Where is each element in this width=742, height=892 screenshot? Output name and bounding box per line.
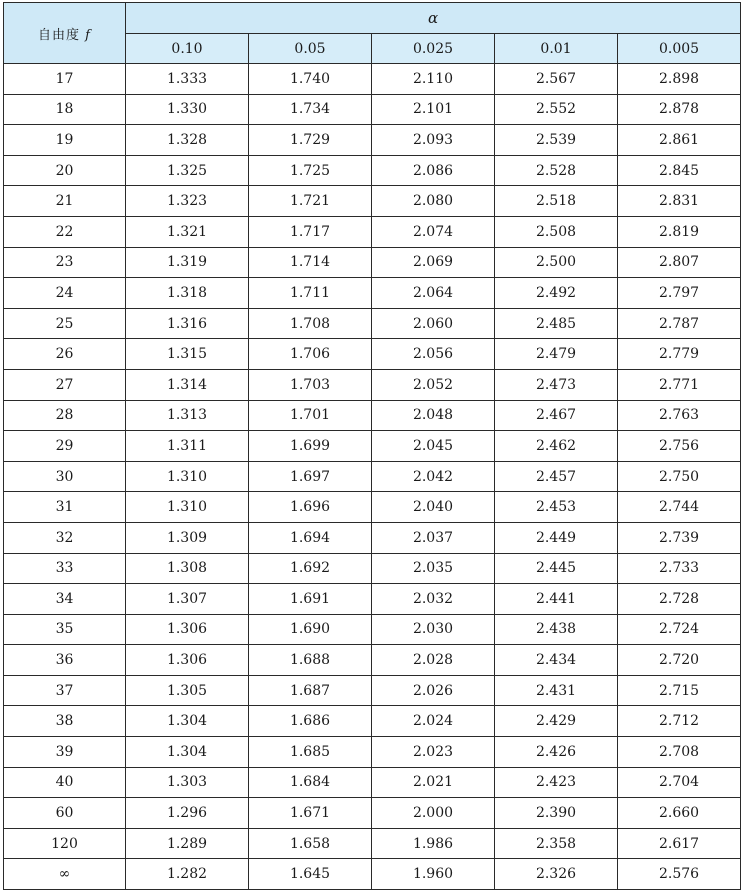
- critical-value-cell: 2.473: [495, 369, 618, 400]
- critical-value-cell: 2.023: [372, 737, 495, 768]
- table-row: [4, 859, 741, 890]
- critical-value-cell: 2.426: [495, 737, 618, 768]
- critical-value-cell: 1.686: [249, 706, 372, 737]
- critical-value-cell: 1.690: [249, 614, 372, 645]
- critical-value-cell: 2.434: [495, 645, 618, 676]
- critical-value-cell: 2.819: [618, 216, 741, 247]
- table-row: [4, 125, 741, 156]
- df-column-header: [4, 3, 126, 64]
- critical-value-cell: 1.694: [249, 522, 372, 553]
- critical-value-cell: 1.321: [126, 216, 249, 247]
- critical-value-cell: 1.734: [249, 94, 372, 125]
- critical-value-cell: 2.704: [618, 767, 741, 798]
- critical-value-cell: 2.539: [495, 125, 618, 156]
- critical-value-cell: 2.000: [372, 798, 495, 829]
- critical-value-cell: 1.319: [126, 247, 249, 278]
- critical-value-cell: 2.756: [618, 431, 741, 462]
- critical-value-cell: 2.438: [495, 614, 618, 645]
- critical-value-cell: 2.042: [372, 461, 495, 492]
- critical-value-cell: 2.060: [372, 308, 495, 339]
- table-row: [4, 155, 741, 186]
- critical-value-cell: 2.080: [372, 186, 495, 217]
- df-cell: 26: [4, 339, 126, 370]
- critical-value-cell: 2.567: [495, 64, 618, 95]
- critical-value-cell: 2.358: [495, 828, 618, 859]
- critical-value-cell: 2.390: [495, 798, 618, 829]
- alpha-level-header: 0.10: [126, 34, 249, 64]
- critical-value-cell: 2.462: [495, 431, 618, 462]
- critical-value-cell: 1.687: [249, 675, 372, 706]
- critical-value-cell: 2.898: [618, 64, 741, 95]
- critical-value-cell: 1.685: [249, 737, 372, 768]
- df-cell: 60: [4, 798, 126, 829]
- df-cell: 21: [4, 186, 126, 217]
- critical-value-cell: 2.744: [618, 492, 741, 523]
- critical-value-cell: 2.724: [618, 614, 741, 645]
- alpha-level-header: 0.005: [618, 34, 741, 64]
- table-row: [4, 706, 741, 737]
- header-row-alpha: [4, 3, 741, 34]
- critical-value-cell: 1.717: [249, 216, 372, 247]
- critical-value-cell: 1.688: [249, 645, 372, 676]
- critical-value-cell: 2.445: [495, 553, 618, 584]
- critical-value-cell: 1.725: [249, 155, 372, 186]
- critical-value-cell: 2.771: [618, 369, 741, 400]
- critical-value-cell: 1.313: [126, 400, 249, 431]
- critical-value-cell: 2.779: [618, 339, 741, 370]
- critical-value-cell: 1.306: [126, 645, 249, 676]
- critical-value-cell: 2.763: [618, 400, 741, 431]
- critical-value-cell: 1.316: [126, 308, 249, 339]
- critical-value-cell: 1.315: [126, 339, 249, 370]
- critical-value-cell: 2.021: [372, 767, 495, 798]
- critical-value-cell: 1.696: [249, 492, 372, 523]
- critical-value-cell: 1.304: [126, 737, 249, 768]
- df-cell: 27: [4, 369, 126, 400]
- critical-value-cell: 2.492: [495, 278, 618, 309]
- critical-value-cell: 2.733: [618, 553, 741, 584]
- critical-value-cell: 2.715: [618, 675, 741, 706]
- critical-value-cell: 1.645: [249, 859, 372, 890]
- table-row: [4, 492, 741, 523]
- table-row: [4, 737, 741, 768]
- critical-value-cell: 2.045: [372, 431, 495, 462]
- critical-value-cell: 1.311: [126, 431, 249, 462]
- critical-value-cell: 2.617: [618, 828, 741, 859]
- df-symbol: f: [85, 27, 91, 43]
- critical-value-cell: 2.500: [495, 247, 618, 278]
- critical-value-cell: 2.035: [372, 553, 495, 584]
- table-row: [4, 522, 741, 553]
- critical-value-cell: 1.296: [126, 798, 249, 829]
- critical-value-cell: 1.314: [126, 369, 249, 400]
- critical-value-cell: 2.449: [495, 522, 618, 553]
- critical-value-cell: 2.026: [372, 675, 495, 706]
- critical-value-cell: 2.552: [495, 94, 618, 125]
- df-cell: 34: [4, 584, 126, 615]
- critical-value-cell: 2.712: [618, 706, 741, 737]
- critical-value-cell: 2.508: [495, 216, 618, 247]
- df-cell: 23: [4, 247, 126, 278]
- critical-value-cell: 1.328: [126, 125, 249, 156]
- critical-value-cell: 1.303: [126, 767, 249, 798]
- critical-value-cell: 1.309: [126, 522, 249, 553]
- critical-value-cell: 2.528: [495, 155, 618, 186]
- critical-value-cell: 2.024: [372, 706, 495, 737]
- critical-value-cell: 2.878: [618, 94, 741, 125]
- table-row: [4, 614, 741, 645]
- critical-value-cell: 2.720: [618, 645, 741, 676]
- df-cell: 31: [4, 492, 126, 523]
- df-cell: 33: [4, 553, 126, 584]
- table-row: [4, 278, 741, 309]
- table-row: [4, 798, 741, 829]
- critical-value-cell: 1.323: [126, 186, 249, 217]
- table-row: [4, 553, 741, 584]
- df-cell: 22: [4, 216, 126, 247]
- critical-value-cell: 2.030: [372, 614, 495, 645]
- critical-value-cell: 1.325: [126, 155, 249, 186]
- critical-value-cell: 2.441: [495, 584, 618, 615]
- critical-value-cell: 1.658: [249, 828, 372, 859]
- critical-value-cell: 2.037: [372, 522, 495, 553]
- critical-value-cell: 1.308: [126, 553, 249, 584]
- critical-value-cell: 1.721: [249, 186, 372, 217]
- table-row: [4, 186, 741, 217]
- critical-value-cell: 2.467: [495, 400, 618, 431]
- critical-value-cell: 1.305: [126, 675, 249, 706]
- critical-value-cell: 2.040: [372, 492, 495, 523]
- critical-value-cell: 2.431: [495, 675, 618, 706]
- alpha-symbol: α: [427, 9, 439, 27]
- table-row: [4, 247, 741, 278]
- critical-value-cell: 2.453: [495, 492, 618, 523]
- df-cell: 30: [4, 461, 126, 492]
- critical-value-cell: 2.797: [618, 278, 741, 309]
- critical-value-cell: 2.861: [618, 125, 741, 156]
- critical-value-cell: 1.708: [249, 308, 372, 339]
- critical-value-cell: 2.101: [372, 94, 495, 125]
- t-distribution-table: [3, 2, 741, 890]
- critical-value-cell: 1.697: [249, 461, 372, 492]
- alpha-header: [126, 3, 741, 34]
- critical-value-cell: 1.740: [249, 64, 372, 95]
- df-cell: 29: [4, 431, 126, 462]
- critical-value-cell: 1.692: [249, 553, 372, 584]
- critical-value-cell: 1.703: [249, 369, 372, 400]
- table-body: [4, 64, 741, 890]
- t-distribution-table-container: [3, 2, 741, 890]
- critical-value-cell: 1.714: [249, 247, 372, 278]
- critical-value-cell: 1.711: [249, 278, 372, 309]
- critical-value-cell: 2.457: [495, 461, 618, 492]
- table-row: [4, 400, 741, 431]
- critical-value-cell: 2.429: [495, 706, 618, 737]
- df-cell: ∞: [4, 859, 126, 890]
- df-cell: 35: [4, 614, 126, 645]
- df-cell: 28: [4, 400, 126, 431]
- df-cell: 19: [4, 125, 126, 156]
- alpha-level-header: 0.01: [495, 34, 618, 64]
- df-cell: 18: [4, 94, 126, 125]
- table-row: [4, 216, 741, 247]
- table-row: [4, 461, 741, 492]
- critical-value-cell: 2.831: [618, 186, 741, 217]
- table-row: [4, 828, 741, 859]
- critical-value-cell: 2.048: [372, 400, 495, 431]
- table-row: [4, 675, 741, 706]
- critical-value-cell: 1.304: [126, 706, 249, 737]
- df-cell: 32: [4, 522, 126, 553]
- critical-value-cell: 1.671: [249, 798, 372, 829]
- table-row: [4, 584, 741, 615]
- df-cell: 24: [4, 278, 126, 309]
- df-label: 自由度: [38, 27, 81, 43]
- critical-value-cell: 2.787: [618, 308, 741, 339]
- critical-value-cell: 1.960: [372, 859, 495, 890]
- critical-value-cell: 2.518: [495, 186, 618, 217]
- table-row: [4, 431, 741, 462]
- critical-value-cell: 1.701: [249, 400, 372, 431]
- critical-value-cell: 1.318: [126, 278, 249, 309]
- table-row: [4, 645, 741, 676]
- table-header: [4, 3, 741, 64]
- critical-value-cell: 2.479: [495, 339, 618, 370]
- df-cell: 20: [4, 155, 126, 186]
- critical-value-cell: 1.310: [126, 492, 249, 523]
- critical-value-cell: 2.845: [618, 155, 741, 186]
- critical-value-cell: 1.684: [249, 767, 372, 798]
- critical-value-cell: 2.110: [372, 64, 495, 95]
- table-row: [4, 94, 741, 125]
- df-cell: 36: [4, 645, 126, 676]
- df-cell: 40: [4, 767, 126, 798]
- df-cell: 37: [4, 675, 126, 706]
- critical-value-cell: 1.699: [249, 431, 372, 462]
- critical-value-cell: 1.310: [126, 461, 249, 492]
- table-row: [4, 308, 741, 339]
- critical-value-cell: 1.691: [249, 584, 372, 615]
- critical-value-cell: 2.423: [495, 767, 618, 798]
- critical-value-cell: 1.289: [126, 828, 249, 859]
- df-cell: 39: [4, 737, 126, 768]
- df-cell: 38: [4, 706, 126, 737]
- critical-value-cell: 2.052: [372, 369, 495, 400]
- critical-value-cell: 1.282: [126, 859, 249, 890]
- critical-value-cell: 2.028: [372, 645, 495, 676]
- critical-value-cell: 1.307: [126, 584, 249, 615]
- critical-value-cell: 1.330: [126, 94, 249, 125]
- critical-value-cell: 1.986: [372, 828, 495, 859]
- critical-value-cell: 2.739: [618, 522, 741, 553]
- critical-value-cell: 2.807: [618, 247, 741, 278]
- critical-value-cell: 2.660: [618, 798, 741, 829]
- critical-value-cell: 1.333: [126, 64, 249, 95]
- critical-value-cell: 2.074: [372, 216, 495, 247]
- alpha-level-header: 0.025: [372, 34, 495, 64]
- critical-value-cell: 2.064: [372, 278, 495, 309]
- critical-value-cell: 2.485: [495, 308, 618, 339]
- critical-value-cell: 2.750: [618, 461, 741, 492]
- table-row: [4, 339, 741, 370]
- df-cell: 25: [4, 308, 126, 339]
- critical-value-cell: 2.576: [618, 859, 741, 890]
- table-row: [4, 369, 741, 400]
- critical-value-cell: 1.729: [249, 125, 372, 156]
- table-row: [4, 767, 741, 798]
- critical-value-cell: 2.056: [372, 339, 495, 370]
- critical-value-cell: 2.032: [372, 584, 495, 615]
- df-cell: 17: [4, 64, 126, 95]
- critical-value-cell: 2.326: [495, 859, 618, 890]
- critical-value-cell: 2.069: [372, 247, 495, 278]
- critical-value-cell: 2.708: [618, 737, 741, 768]
- table-row: [4, 64, 741, 95]
- critical-value-cell: 2.728: [618, 584, 741, 615]
- critical-value-cell: 2.086: [372, 155, 495, 186]
- alpha-level-header: 0.05: [249, 34, 372, 64]
- df-cell: 120: [4, 828, 126, 859]
- critical-value-cell: 1.306: [126, 614, 249, 645]
- critical-value-cell: 1.706: [249, 339, 372, 370]
- critical-value-cell: 2.093: [372, 125, 495, 156]
